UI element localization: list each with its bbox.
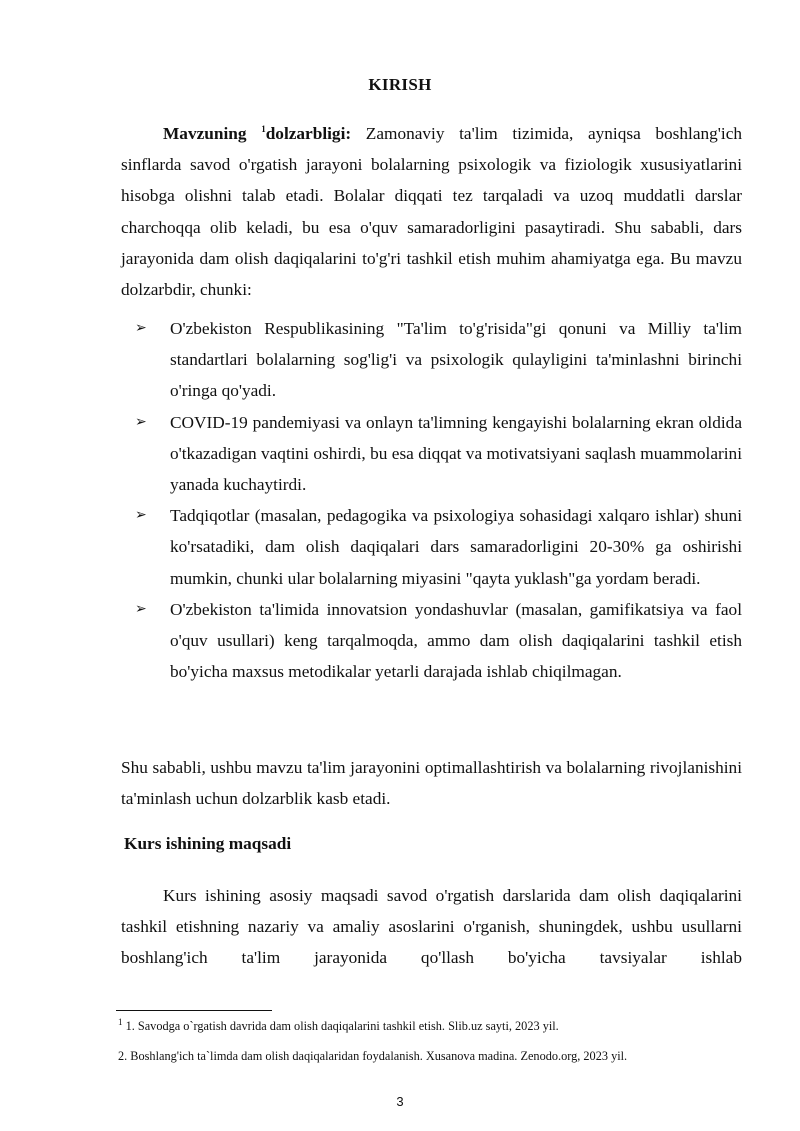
footnote-2: 2. Boshlang'ich ta`limda dam olish daqiqalaridan foydalanish. Xusanova madina. Zenodo.org, 2023 yil. xyxy=(118,1049,628,1063)
arrow-bullet-icon: ➢ xyxy=(135,507,147,524)
intro-paragraph xyxy=(121,118,742,305)
intro-lead-word: Mavzuning xyxy=(163,124,247,143)
footnote-separator xyxy=(116,1010,272,1011)
list-item-text: O'zbekiston ta'limida innovatsion yondashuvlar (masalan, gamifikatsiya va faol o'quv usullari) keng tarqalmoqda, ammo dam olish daqiqalarini tashkil etish bo'yicha maxsus metodikalar yetarli darajada ishlab chiqilmagan. xyxy=(170,599,742,682)
conclusion-paragraph: Shu sababli, ushbu mavzu ta'lim jarayonini optimallashtirish va bolalarning rivojlanishini ta'minlash uchun dolzarblik kasb etadi. xyxy=(121,758,742,809)
section-title: KIRISH xyxy=(368,75,432,94)
page-number: 3 xyxy=(396,1094,404,1109)
list-item xyxy=(121,594,742,688)
list-item-text: COVID-19 pandemiyasi va onlayn ta'limning kengayishi bolalarning ekran oldida o'tkazadigan vaqtini oshirdi, bu esa diqqat va motivatsiyani saqlash muammolarini yanada kuchaytirdi. xyxy=(170,412,742,495)
footnote-ref-marker: 1 xyxy=(261,124,266,135)
list-item xyxy=(121,407,742,501)
goal-text: Kurs ishining asosiy maqsadi savod o'rgatish darslarida dam olish daqiqalarini tashkil etishning nazariy va amaliy asoslarini o'rganish, shuningdek, ushbu usullarni boshlang'ich ta'lim jarayonida qo'llash bo'yicha tavsiyalar ishlab xyxy=(121,886,742,968)
list-item xyxy=(121,500,742,594)
intro-text: Zamonaviy ta'lim tizimida, ayniqsa boshlang'ich sinflarda savod o'rgatish jarayoni bolalarning psixologik va fiziologik xususiyatlarini hisobga olishni talab etadi. Bolalar diqqati tez tarqaladi va uzoq muddatli darslar charchoqqa olib keladi, bu esa o'quv samaradorligini pasaytiradi. Shu sababli, dars jarayonida dam olish daqiqalarini to'g'ri tashkil etish muhim ahamiyatga ega. Bu mavzu dolzarbdir, chunki: xyxy=(121,124,742,300)
goal-paragraph xyxy=(121,880,742,974)
footnote-marker: 1 xyxy=(118,1016,123,1027)
goal-heading: Kurs ishining maqsadi xyxy=(124,834,292,853)
list-item-text: O'zbekiston Respublikasining "Ta'lim to'g'risida"gi qonuni va Milliy ta'lim standartlari bolalarning sog'lig'i va psixologik qulayligini ta'minlashni birinchi o'ringa qo'yadi. xyxy=(170,319,742,401)
footnote-1 xyxy=(118,1018,758,1034)
arrow-bullet-icon: ➢ xyxy=(135,413,147,430)
intro-lead-term: dolzarbligi: xyxy=(265,124,352,143)
footnote-1-text: 1. Savodga o`rgatish davrida dam olish daqiqalarini tashkil etish. Slib.uz sayti, 2023 yil. xyxy=(125,1019,559,1033)
arrow-bullet-icon: ➢ xyxy=(135,320,147,336)
arrow-bullet-icon: ➢ xyxy=(135,600,147,617)
list-item xyxy=(121,313,742,407)
relevance-bullet-list xyxy=(121,313,742,687)
list-item-text: Tadqiqotlar (masalan, pedagogika va psixologiya sohasidagi xalqaro ishlar) shuni ko'rsatadiki, dam olish daqiqalari dars samaradorligini 20-30% ga oshirishi mumkin, chunki ular bolalarning miyasini "qayta yuklash"ga yordam beradi. xyxy=(170,506,742,588)
